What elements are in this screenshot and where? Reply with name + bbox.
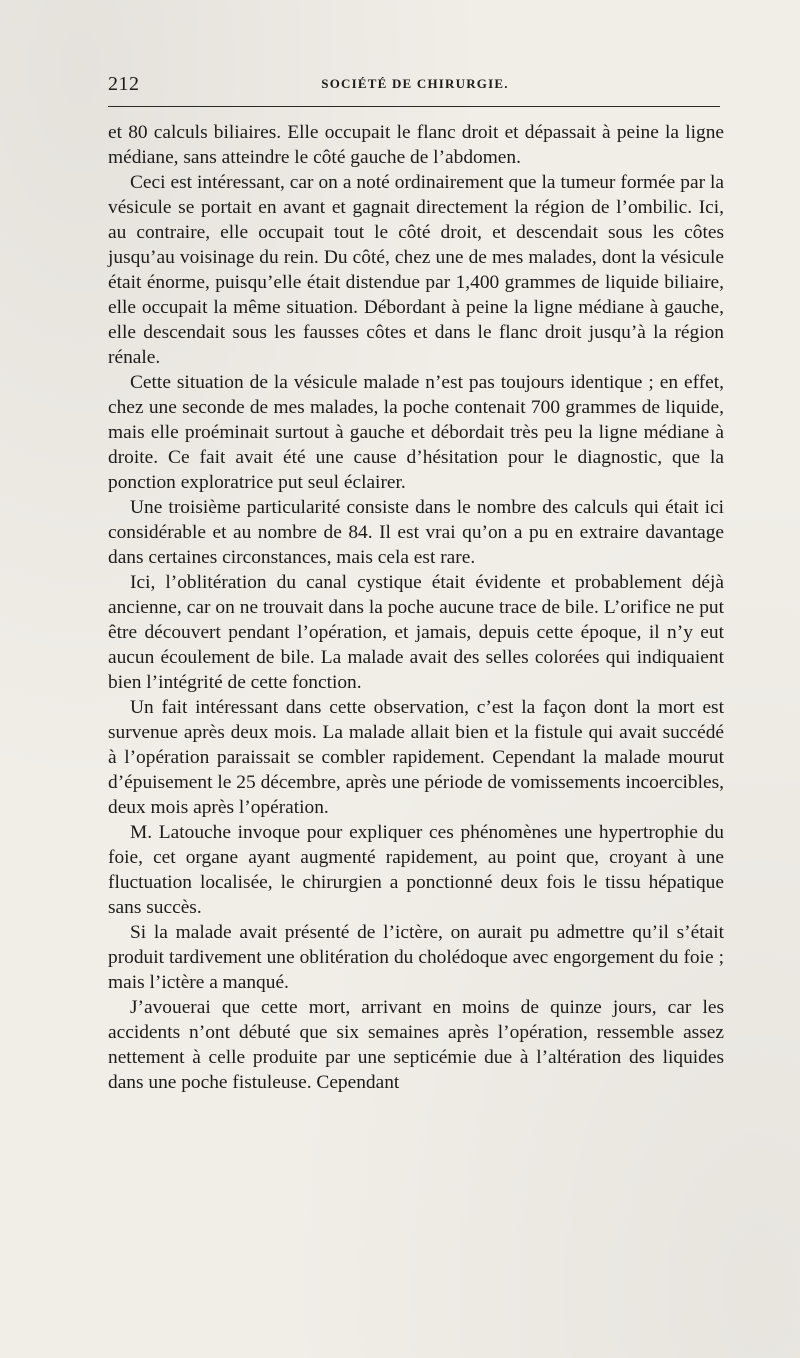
body-text [108, 120, 724, 1095]
paragraph: Ici, l’oblitération du canal cystique était évidente et probablement déjà ancienne, car on ne trouvait dans la poche aucune trace de bile. L’orifice ne put être découvert pendant l’opération, et jamais, depuis cette époque, il n’y eut aucun écoulement de bile. La malade avait des selles colorées qui indiquaient bien l’intégrité de cette fonction. [108, 572, 724, 693]
running-title: SOCIÉTÉ DE CHIRURGIE. [321, 76, 509, 91]
paragraph-continuation: et 80 calculs biliaires. Elle occupait le flanc droit et dépassait à peine la ligne médiane, sans atteindre le côté gauche de l’abdomen. [108, 122, 724, 168]
paragraph: Cette situation de la vésicule malade n’est pas toujours identique ; en effet, chez une seconde de mes malades, la poche contenait 700 grammes de liquide, mais elle proéminait surtout à gauche et débordait très peu la ligne médiane à droite. Ce fait avait été une cause d’hésitation pour le diagnostic, que la ponction exploratrice put seul éclairer. [108, 372, 724, 493]
paragraph: Une troisième particularité consiste dans le nombre des calculs qui était ici considérable et au nombre de 84. Il est vrai qu’on a pu en extraire davantage dans certaines circonstances, mais cela est rare. [108, 497, 724, 568]
paragraph: Si la malade avait présenté de l’ictère, on aurait pu admettre qu’il s’était produit tardivement une oblitération du cholédoque avec engorgement du foie ; mais l’ictère a manqué. [108, 922, 724, 993]
page-header [108, 72, 722, 100]
paragraph: Ceci est intéressant, car on a noté ordinairement que la tumeur formée par la vésicule se portait en avant et gagnait directement la région de l’ombilic. Ici, au contraire, elle occupait tout le côté droit, et descendait sous les côtes jusqu’au voisinage du rein. Du côté, chez une de mes malades, dont la vésicule était énorme, puisqu’elle était distendue par 1,400 grammes de liquide biliaire, elle occupait la même situation. Débordant à peine la ligne médiane à gauche, elle descendait sous les fausses côtes et dans le flanc droit jusqu’à la région rénale. [108, 172, 724, 368]
header-rule [108, 106, 720, 107]
paragraph: M. Latouche invoque pour expliquer ces phénomènes une hypertrophie du foie, cet organe ayant augmenté rapidement, au point que, croyant à une fluctuation localisée, le chirurgien a ponctionné deux fois le tissu hépatique sans succès. [108, 822, 724, 918]
paragraph: J’avouerai que cette mort, arrivant en moins de quinze jours, car les accidents n’ont débuté que six semaines après l’opération, ressemble assez nettement à celle produite par une septicémie due à l’altération des liquides dans une poche fistuleuse. Cependant [108, 997, 724, 1093]
paragraph: Un fait intéressant dans cette observation, c’est la façon dont la mort est survenue après deux mois. La malade allait bien et la fistule qui avait succédé à l’opération paraissait se combler rapidement. Cependant la malade mourut d’épuisement le 25 décembre, après une période de vomissements incoercibles, deux mois après l’opération. [108, 697, 724, 818]
page-number: 212 [108, 73, 140, 95]
